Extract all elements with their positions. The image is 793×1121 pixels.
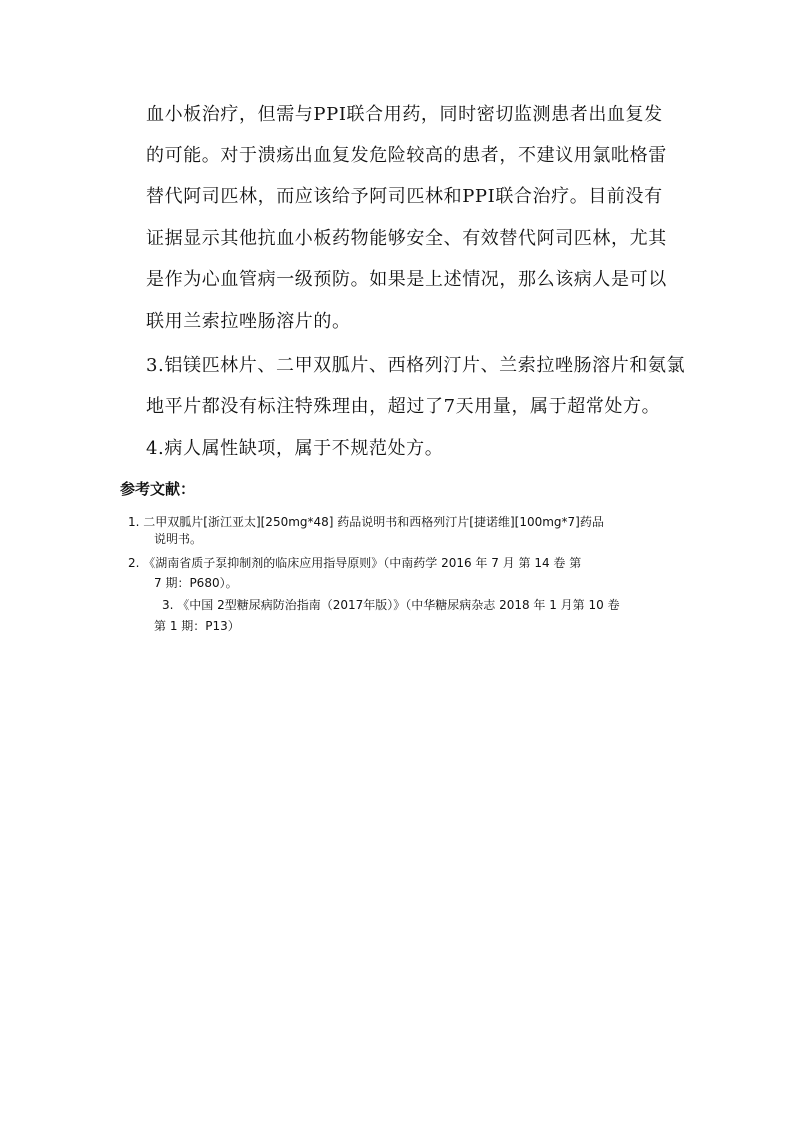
- reference-item: 3. 《中国 2型糖尿病防治指南（2017年版）》（中华糖尿病杂志 2018 年 1 月第 10 卷: [162, 598, 620, 612]
- reference-item-continuation: 7 期：P680）。: [154, 576, 238, 590]
- body-paragraph-line: 证据显示其他抗血小板药物能够安全、有效替代阿司匹林，尤其: [146, 228, 667, 249]
- body-paragraph-line: 3.铝镁匹林片、二甲双胍片、西格列汀片、兰索拉唑肠溶片和氨氯: [146, 355, 686, 376]
- body-paragraph-line: 地平片都没有标注特殊理由，超过了7天用量，属于超常处方。: [146, 396, 661, 417]
- body-paragraph-line: 血小板治疗，但需与PPI联合用药，同时密切监测患者出血复发: [146, 104, 663, 125]
- body-paragraph-line: 联用兰索拉唑肠溶片的。: [146, 311, 351, 332]
- body-paragraph-line: 是作为心血管病一级预防。如果是上述情况，那么该病人是可以: [146, 269, 667, 290]
- reference-item: 1. 二甲双胍片[浙江亚太][250mg*48] 药品说明书和西格列汀片[捷诺维][100mg*7]药品: [128, 515, 604, 529]
- body-paragraph-line: 4.病人属性缺项，属于不规范处方。: [146, 438, 444, 459]
- reference-item: 2. 《湖南省质子泵抑制剂的临床应用指导原则》（中南药学 2016 年 7 月 第 14 卷 第: [128, 556, 582, 570]
- body-paragraph-line: 替代阿司匹林，而应该给予阿司匹林和PPI联合治疗。目前没有: [146, 186, 663, 207]
- reference-item-continuation: 说明书。: [154, 532, 203, 546]
- reference-item-continuation: 第 1 期：P13）: [154, 619, 240, 633]
- references-heading: 参考文献：: [120, 480, 196, 498]
- body-paragraph-line: 的可能。对于溃疡出血复发危险较高的患者，不建议用氯吡格雷: [146, 145, 667, 166]
